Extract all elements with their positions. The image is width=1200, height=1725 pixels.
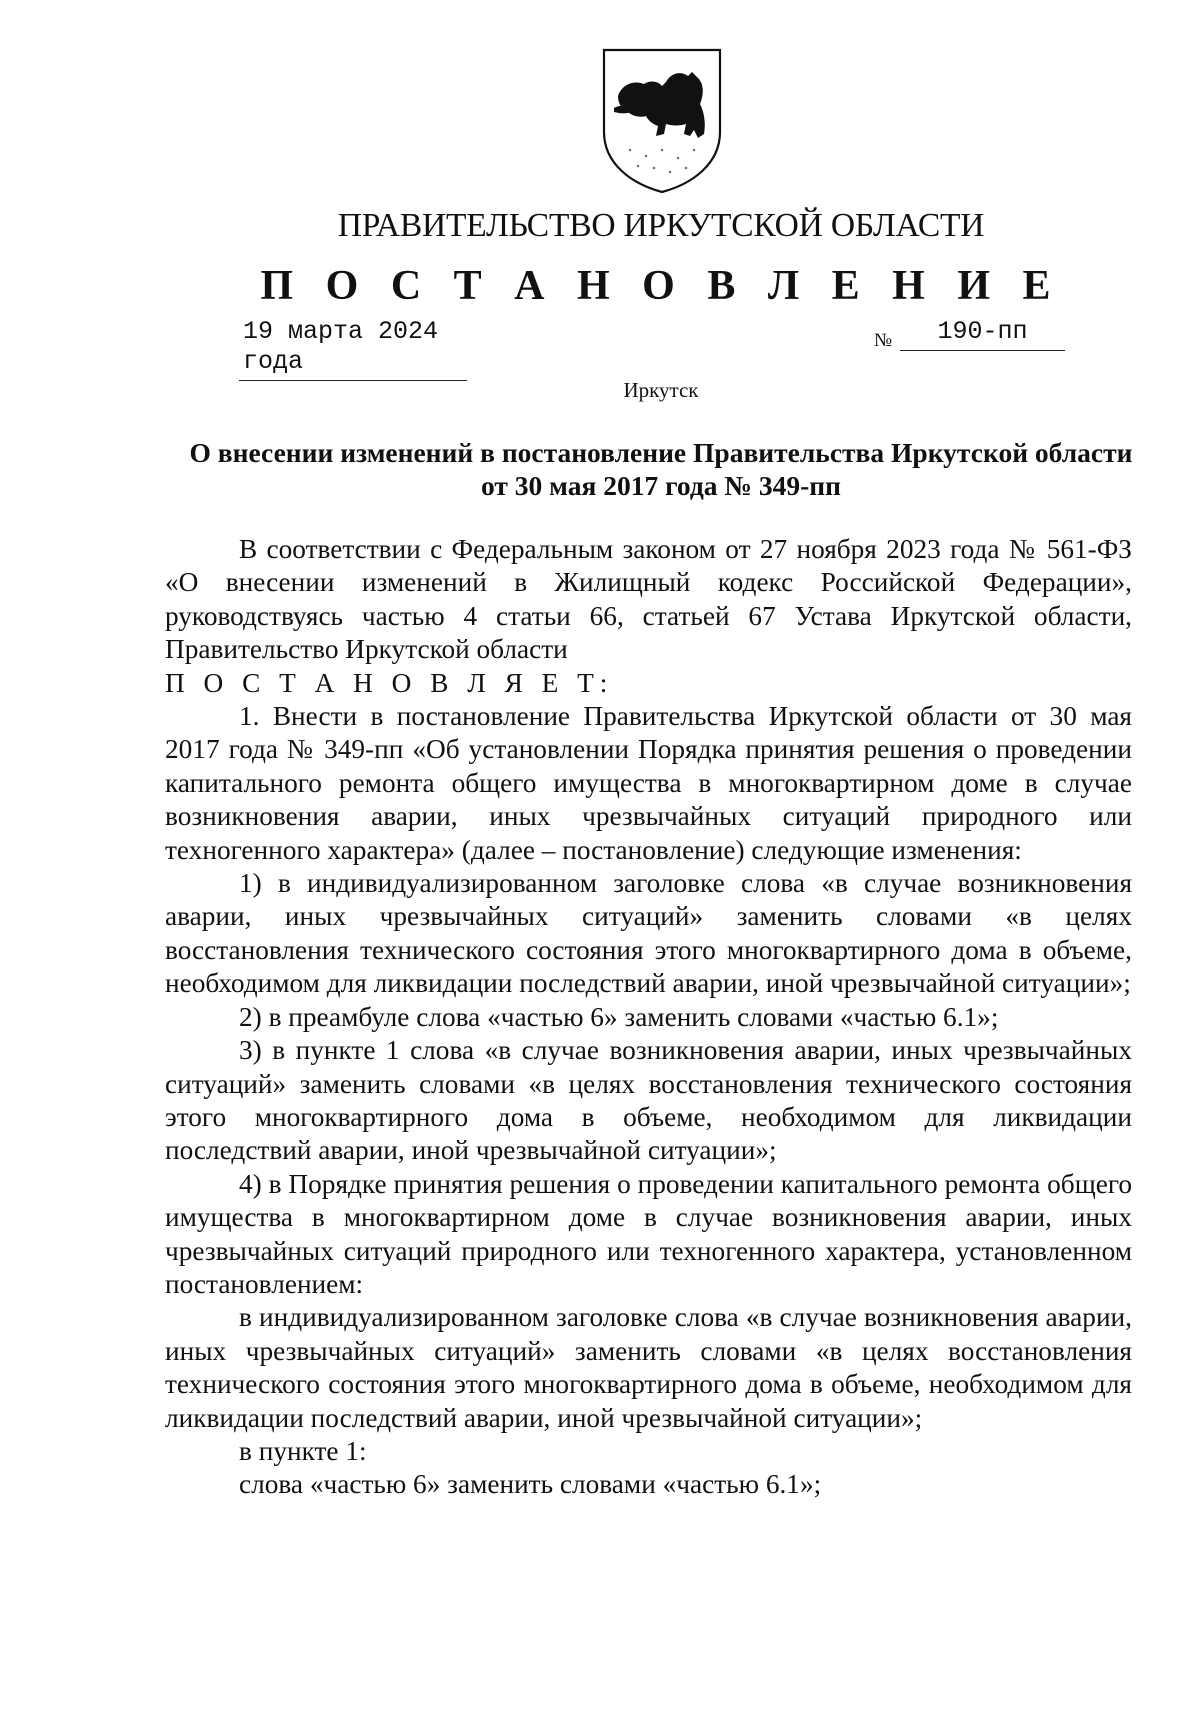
- coat-of-arms-emblem: [600, 46, 724, 194]
- document-type-title: П О С Т А Н О В Л Е Н И Е: [260, 263, 1062, 309]
- subitem-4c-paragraph: слова «частью 6» заменить словами «частью 6.1»;: [239, 1469, 822, 1500]
- item-1-paragraph: 1. Внести в постановление Правительства Иркутской области от 30 мая 2017 года № 349-пп «Об установлении Порядка принятия решения о проведении капитального ремонта общего имущества в многоквартирном доме в случае возникновения аварии, иных чрезвычайных ситуаций природного или техногенного характера» (далее – постановление) следующие изменения:: [165, 701, 1132, 865]
- subitem-4-paragraph: 4) в Порядке принятия решения о проведении капитального ремонта общего имущества в многоквартирном доме в случае возникновения аварии, иных чрезвычайных ситуаций природного или техногенного характера, установленном постановлением:: [165, 1168, 1132, 1299]
- preamble-paragraph: В соответствии с Федеральным законом от 27 ноября 2023 года № 561-ФЗ «О внесении изменений в Жилищный кодекс Российской Федерации», руководствуясь частью 4 статьи 66, статьей 67 Устава Иркутской области, Правительство Иркутской области: [165, 534, 1132, 665]
- document-date: 19 марта 2024 года: [239, 317, 467, 381]
- government-name: ПРАВИТЕЛЬСТВО ИРКУТСКОЙ ОБЛАСТИ: [337, 207, 985, 244]
- document-city: Иркутск: [623, 378, 699, 402]
- subitem-1-paragraph: 1) в индивидуализированном заголовке слова «в случае возникновения аварии, иных чрезвычайных ситуаций» заменить словами «в целях восстановления технического состояния этого многоквартирного дома в объеме, необходимом для ликвидации последствий аварии, иной чрезвычайной ситуации»;: [165, 868, 1132, 999]
- subitem-2-paragraph: 2) в преамбуле слова «частью 6» заменить словами «частью 6.1»;: [239, 1001, 999, 1032]
- document-number: 190-пп: [900, 317, 1065, 351]
- resolves-heading: П О С Т А Н О В Л Я Е Т:: [165, 667, 614, 698]
- document-body: [165, 533, 1132, 1502]
- document-subject: О внесении изменений в постановление Правительства Иркутской области от 30 мая 2017 года № 349-пп: [189, 437, 1133, 501]
- subitem-4a-paragraph: в индивидуализированном заголовке слова «в случае возникновения аварии, иных чрезвычайных ситуаций» заменить словами «в целях восстановления технического состояния этого многоквартирного дома в объеме, необходимом для ликвидации последствий аварии, иной чрезвычайной ситуации»;: [165, 1302, 1132, 1433]
- number-sign: №: [874, 330, 893, 351]
- subitem-3-paragraph: 3) в пункте 1 слова «в случае возникновения аварии, иных чрезвычайных ситуаций» заменить словами «в целях восстановления технического состояния этого многоквартирного дома в объеме, необходимом для ликвидации последствий аварии, иной чрезвычайной ситуации»;: [165, 1035, 1132, 1166]
- subitem-4b-paragraph: в пункте 1:: [239, 1435, 367, 1466]
